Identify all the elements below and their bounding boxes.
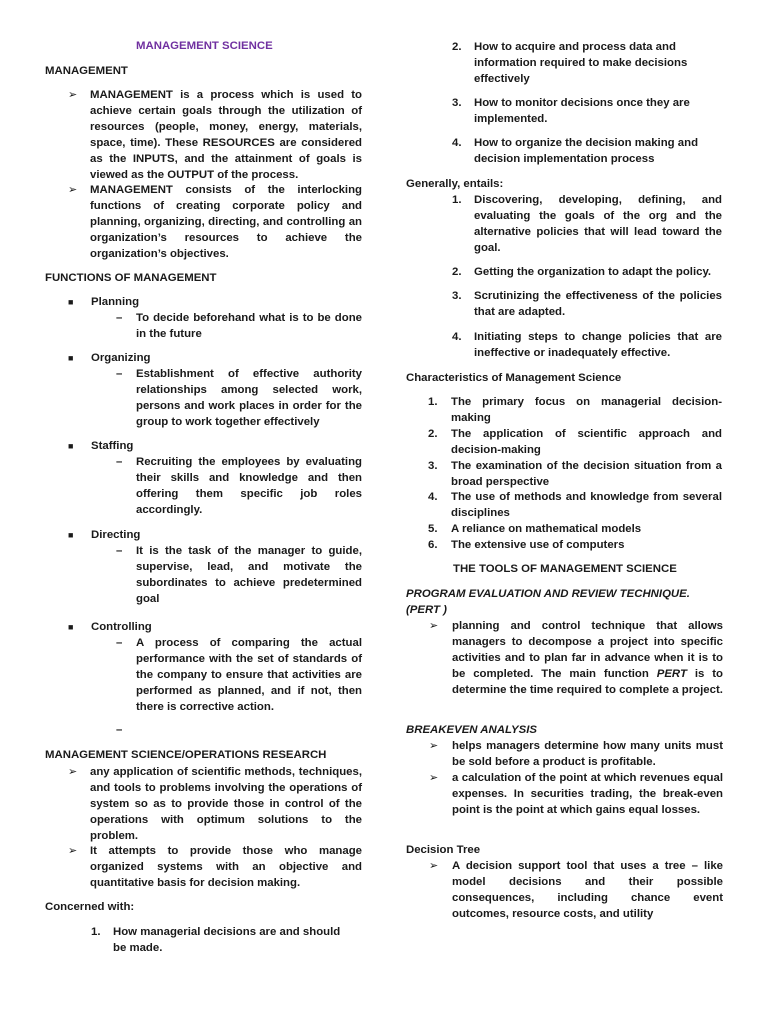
list-number: 5. xyxy=(428,523,438,535)
list-number: 3. xyxy=(452,290,462,302)
concerned-heading: Concerned with: xyxy=(45,901,135,913)
pert-heading-abbr: (PERT ) xyxy=(406,604,447,616)
functions-heading: FUNCTIONS OF MANAGEMENT xyxy=(45,272,217,284)
function-name: Controlling xyxy=(91,621,152,633)
breakeven-heading: BREAKEVEN ANALYSIS xyxy=(406,724,538,736)
generally-heading: Generally, entails: xyxy=(406,178,504,190)
list-number: 2. xyxy=(452,266,462,278)
characteristics-item: The application of scientific approach and decision-making xyxy=(451,428,722,456)
page-title: MANAGEMENT SCIENCE xyxy=(136,40,273,52)
list-number: 6. xyxy=(428,539,438,551)
function-desc: A process of comparing the actual performance with the set of standards of the company to ensure that activities are performed as planned, and if not, then there is corrective action. xyxy=(136,637,362,713)
list-number: 1. xyxy=(91,926,101,938)
list-number: 3. xyxy=(452,97,462,109)
characteristics-item: The primary focus on managerial decision-making xyxy=(451,396,722,424)
characteristics-item: The use of methods and knowledge from several disciplines xyxy=(451,491,722,519)
arrow-bullet-icon: ➢ xyxy=(429,772,439,784)
function-name: Planning xyxy=(91,296,140,308)
function-desc: To decide beforehand what is to be done in the future xyxy=(136,312,362,340)
list-number: 4. xyxy=(452,137,462,149)
list-number: 1. xyxy=(452,194,462,206)
generally-item: Initiating steps to change policies that are ineffective or inadequately effective. xyxy=(474,331,722,359)
arrow-bullet-icon: ➢ xyxy=(429,620,439,632)
generally-item: Scrutinizing the effectiveness of the policies that are adapted. xyxy=(474,290,722,318)
characteristics-item: A reliance on mathematical models xyxy=(451,523,642,535)
generally-item: Getting the organization to adapt the policy. xyxy=(474,266,712,278)
square-bullet-icon: ■ xyxy=(68,622,74,632)
msor-heading: MANAGEMENT SCIENCE/OPERATIONS RESEARCH xyxy=(45,749,327,761)
dash-bullet: – xyxy=(116,456,123,468)
square-bullet-icon: ■ xyxy=(68,441,74,451)
list-number: 4. xyxy=(452,331,462,343)
dash-bullet: – xyxy=(116,545,123,557)
characteristics-heading: Characteristics of Management Science xyxy=(406,372,622,384)
concerned-item: How to acquire and process data and information required to make decisions effectively xyxy=(474,41,688,85)
list-number: 2. xyxy=(452,41,462,53)
square-bullet-icon: ■ xyxy=(68,353,74,363)
square-bullet-icon: ■ xyxy=(68,530,74,540)
arrow-bullet-icon: ➢ xyxy=(68,845,78,857)
management-heading: MANAGEMENT xyxy=(45,65,128,77)
concerned-item: How to organize the decision making and decision implementation process xyxy=(474,137,699,165)
characteristics-item: The examination of the decision situation from a broad perspective xyxy=(451,460,722,488)
concerned-item: How to monitor decisions once they are implemented. xyxy=(474,97,690,125)
square-bullet-icon: ■ xyxy=(68,297,74,307)
function-desc: Recruiting the employees by evaluating their skills and knowledge and then offering them specific job roles accordingly. xyxy=(136,456,362,516)
tools-heading: THE TOOLS OF MANAGEMENT SCIENCE xyxy=(453,563,677,575)
arrow-bullet-icon: ➢ xyxy=(429,860,439,872)
arrow-bullet-icon: ➢ xyxy=(429,740,439,752)
arrow-bullet-icon: ➢ xyxy=(68,184,78,196)
list-number: 1. xyxy=(428,396,438,408)
generally-item: Discovering, developing, defining, and evaluating the goals of the org and the alternative policies that will lead toward the goal. xyxy=(474,194,722,254)
arrow-bullet-icon: ➢ xyxy=(68,89,78,101)
list-number: 2. xyxy=(428,428,438,440)
dash-bullet: – xyxy=(116,368,123,380)
concerned-item: How managerial decisions are and should be made. xyxy=(113,926,341,954)
function-name: Staffing xyxy=(91,440,134,452)
function-desc: Establishment of effective authority relationships among selected work, persons and work places in order for the group to work together effectively xyxy=(136,368,362,428)
list-number: 3. xyxy=(428,460,438,472)
list-number: 4. xyxy=(428,491,438,503)
pert-heading: PROGRAM EVALUATION AND REVIEW TECHNIQUE. xyxy=(406,588,690,600)
dash-bullet: – xyxy=(116,312,123,324)
dash-bullet: – xyxy=(116,637,123,649)
function-name: Organizing xyxy=(91,352,151,364)
characteristics-item: The extensive use of computers xyxy=(451,539,625,551)
function-desc: It is the task of the manager to guide, supervise, lead, and motivate the subordinates to achieve predetermined goal xyxy=(136,545,362,605)
function-name: Directing xyxy=(91,529,141,541)
arrow-bullet-icon: ➢ xyxy=(68,766,78,778)
decision-tree-heading: Decision Tree xyxy=(406,844,481,856)
empty-dash: – xyxy=(116,724,123,736)
